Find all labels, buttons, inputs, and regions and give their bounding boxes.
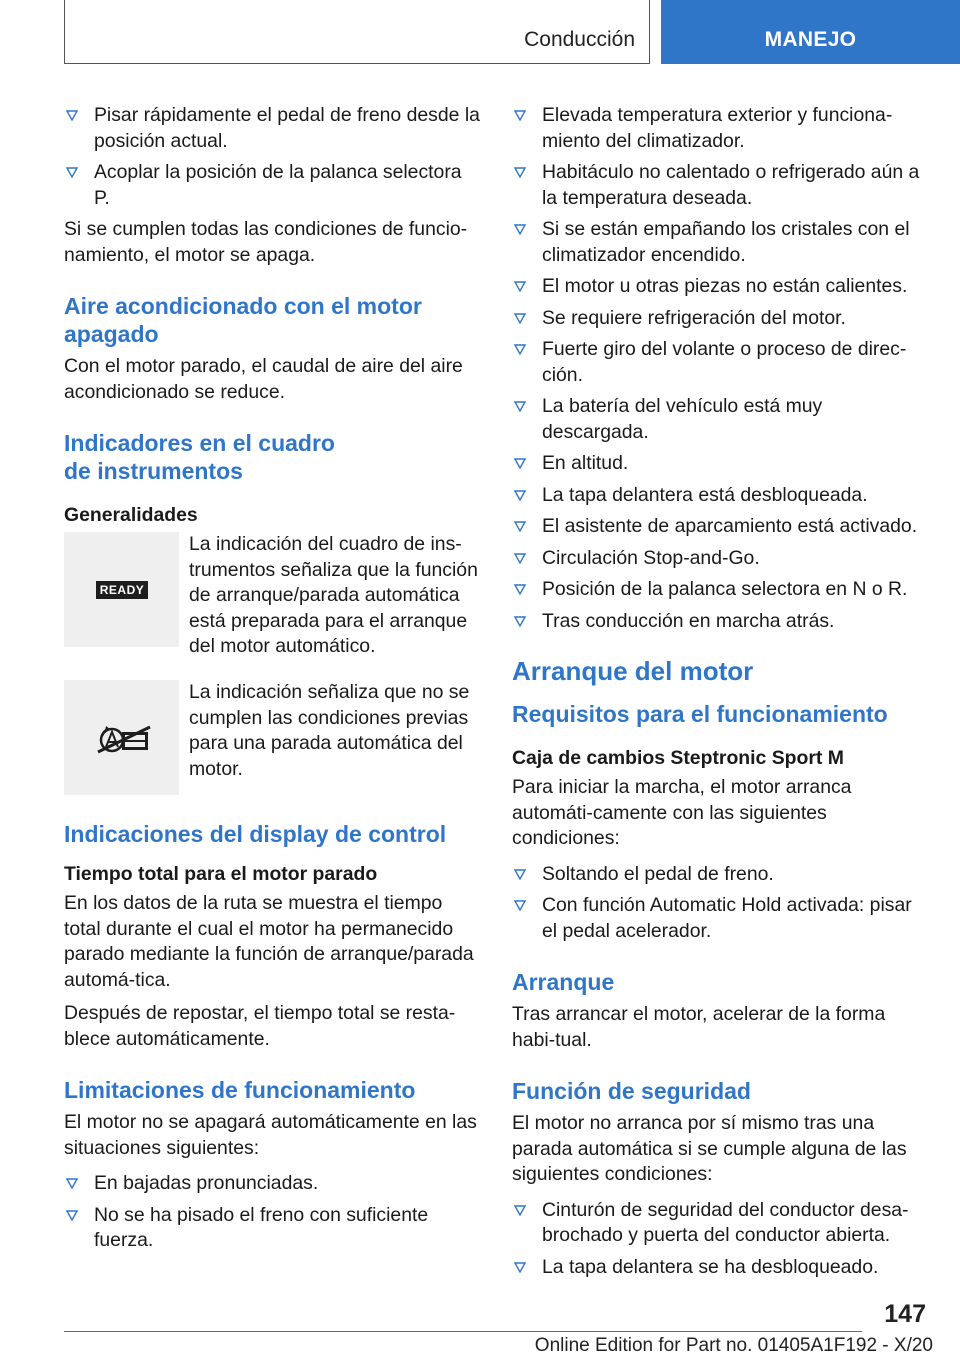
ready-indicator-image	[64, 532, 179, 647]
triangle-bullet-icon	[514, 167, 526, 178]
paragraph-total-time-1: En los datos de la ruta se muestra el tiempo total durante el cual el motor ha permanecido parado mediante la función de arranque/parada automá-tica.	[64, 892, 474, 991]
triangle-bullet-icon	[514, 313, 526, 324]
heading-requirements: Requisitos para el funcionamiento	[512, 701, 888, 727]
list-item	[512, 577, 932, 603]
list-item	[512, 893, 932, 944]
list-item	[512, 862, 932, 888]
triangle-bullet-icon	[514, 401, 526, 412]
ready-label: READY	[96, 581, 148, 599]
triangle-bullet-icon	[514, 224, 526, 235]
triangle-bullet-icon	[66, 1178, 78, 1189]
footer-edition: Online Edition for Part no. 01405A1F192 - X/20	[534, 1335, 933, 1356]
list-item-text: La batería del vehículo está muy descargada.	[542, 395, 823, 443]
list-item-text: En bajadas pronunciadas.	[94, 1172, 319, 1194]
limitations-list-continued	[512, 103, 932, 634]
heading-instrument-indicators: Indicadores en el cuadro de instrumentos	[64, 430, 335, 484]
right-column	[512, 103, 932, 1286]
indicator-autostop-off-text: La indicación señaliza que no se cumplen las condiciones previas para una parada automática del motor.	[189, 681, 470, 780]
list-item	[64, 103, 482, 154]
paragraph-limitations: El motor no se apagará automáticamente en las situaciones siguientes:	[64, 1111, 477, 1159]
list-item	[512, 609, 932, 635]
list-item-text: El asistente de aparcamiento está activado.	[542, 515, 918, 537]
autostop-off-indicator-image	[64, 680, 179, 795]
list-item	[512, 337, 932, 388]
triangle-bullet-icon	[66, 110, 78, 121]
list-item	[512, 451, 932, 477]
indicator-ready-row	[64, 532, 482, 680]
list-item	[512, 306, 932, 332]
list-item-text: El motor u otras piezas no están calientes.	[542, 275, 908, 297]
triangle-bullet-icon	[66, 167, 78, 178]
list-item	[512, 160, 932, 211]
list-item-text: No se ha pisado el freno con suficiente fuerza.	[94, 1203, 429, 1251]
safety-conditions-list	[512, 1198, 932, 1281]
triangle-bullet-icon	[514, 584, 526, 595]
list-item-text: Pisar rápidamente el pedal de freno desde la posición actual.	[94, 104, 480, 152]
list-item	[512, 217, 932, 268]
triangle-bullet-icon	[514, 1205, 526, 1216]
heading-control-display: Indicaciones del display de control	[64, 821, 447, 847]
list-item-text: Circulación Stop-and-Go.	[542, 546, 760, 569]
list-item	[512, 546, 932, 572]
list-item-text: Fuerte giro del volante o proceso de direc-ción.	[542, 338, 907, 386]
heading-gearbox: Caja de cambios Steptronic Sport M	[512, 747, 844, 769]
triangle-bullet-icon	[514, 521, 526, 532]
triangle-bullet-icon	[514, 1262, 526, 1273]
heading-safety-function: Función de seguridad	[512, 1078, 751, 1104]
indicator-autostop-off-row	[64, 680, 482, 820]
triangle-bullet-icon	[66, 1210, 78, 1221]
triangle-bullet-icon	[514, 553, 526, 564]
left-column	[64, 103, 482, 1260]
triangle-bullet-icon	[514, 458, 526, 469]
header-section-title: Conducción	[524, 28, 635, 51]
paragraph-air-conditioning: Con el motor parado, el caudal de aire del aire acondicionado se reduce.	[64, 355, 463, 403]
stop-conditions-list	[64, 103, 482, 211]
list-item-text: Soltando el pedal de freno.	[542, 862, 774, 885]
list-item	[64, 160, 482, 211]
page-number: 147	[884, 1300, 926, 1328]
list-item-text: Posición de la palanca selectora en N o R.	[542, 578, 908, 600]
triangle-bullet-icon	[514, 110, 526, 121]
paragraph-gearbox: Para iniciar la marcha, el motor arranca automáti-camente con las siguientes condiciones:	[512, 776, 852, 849]
heading-start: Arranque	[512, 969, 615, 995]
list-item-text: Cinturón de seguridad del conductor desa-brochado y puerta del conductor abierta.	[542, 1198, 909, 1246]
triangle-bullet-icon	[514, 869, 526, 880]
list-item	[64, 1203, 482, 1254]
list-item-text: Con función Automatic Hold activada: pisar el pedal acelerador.	[542, 894, 912, 942]
list-item-text: Acoplar la posición de la palanca selectora P.	[94, 161, 462, 209]
list-item-text: Si se están empañando los cristales con el climatizador encendido.	[542, 218, 910, 266]
heading-limitations: Limitaciones de funcionamiento	[64, 1077, 416, 1103]
paragraph-total-time-2: Después de repostar, el tiempo total se resta-blece automáticamente.	[64, 1002, 456, 1050]
heading-air-conditioning: Aire acondicionado con el motor apagado	[64, 293, 422, 347]
list-item	[512, 103, 932, 154]
heading-total-stop-time: Tiempo total para el motor parado	[64, 863, 378, 885]
list-item	[512, 1198, 932, 1249]
list-item-text: En altitud.	[542, 452, 629, 474]
heading-general: Generalidades	[64, 504, 198, 526]
header-section-box	[64, 0, 650, 64]
list-item-text: Tras conducción en marcha atrás.	[542, 609, 835, 632]
list-item	[512, 274, 932, 300]
list-item	[64, 1171, 482, 1197]
list-item-text: La tapa delantera se ha desbloqueado.	[542, 1255, 879, 1278]
triangle-bullet-icon	[514, 616, 526, 627]
list-item	[512, 1255, 932, 1281]
list-item	[512, 483, 932, 509]
heading-engine-start: Arranque del motor	[512, 656, 754, 686]
header-chapter-tab	[661, 0, 960, 64]
triangle-bullet-icon	[514, 281, 526, 292]
auto-start-stop-off-icon	[64, 680, 179, 795]
list-item-text: La tapa delantera está desbloqueada.	[542, 483, 868, 506]
header-chapter-label: MANEJO	[764, 28, 857, 51]
list-item-text: Habitáculo no calentado o refrigerado aún a la temperatura deseada.	[542, 161, 920, 209]
list-item-text: Se requiere refrigeración del motor.	[542, 306, 846, 329]
paragraph-stop-result: Si se cumplen todas las condiciones de funcio-namiento, el motor se apaga.	[64, 218, 468, 266]
footer-divider	[64, 1331, 862, 1332]
list-item	[512, 394, 932, 445]
limitations-list	[64, 1171, 482, 1254]
list-item	[512, 514, 932, 540]
list-item-text: Elevada temperatura exterior y funciona-miento del climatizador.	[542, 104, 893, 152]
indicator-ready-text: La indicación del cuadro de ins-trumentos señaliza que la función de arranque/parada automática está preparada para el arranque del motor automático.	[189, 533, 478, 657]
triangle-bullet-icon	[514, 490, 526, 501]
paragraph-safety: El motor no arranca por sí mismo tras una parada automática si se cumple alguna de las siguientes condiciones:	[512, 1112, 907, 1185]
paragraph-start: Tras arrancar el motor, acelerar de la forma habi-tual.	[512, 1003, 886, 1051]
triangle-bullet-icon	[514, 344, 526, 355]
start-conditions-list	[512, 862, 932, 945]
triangle-bullet-icon	[514, 900, 526, 911]
